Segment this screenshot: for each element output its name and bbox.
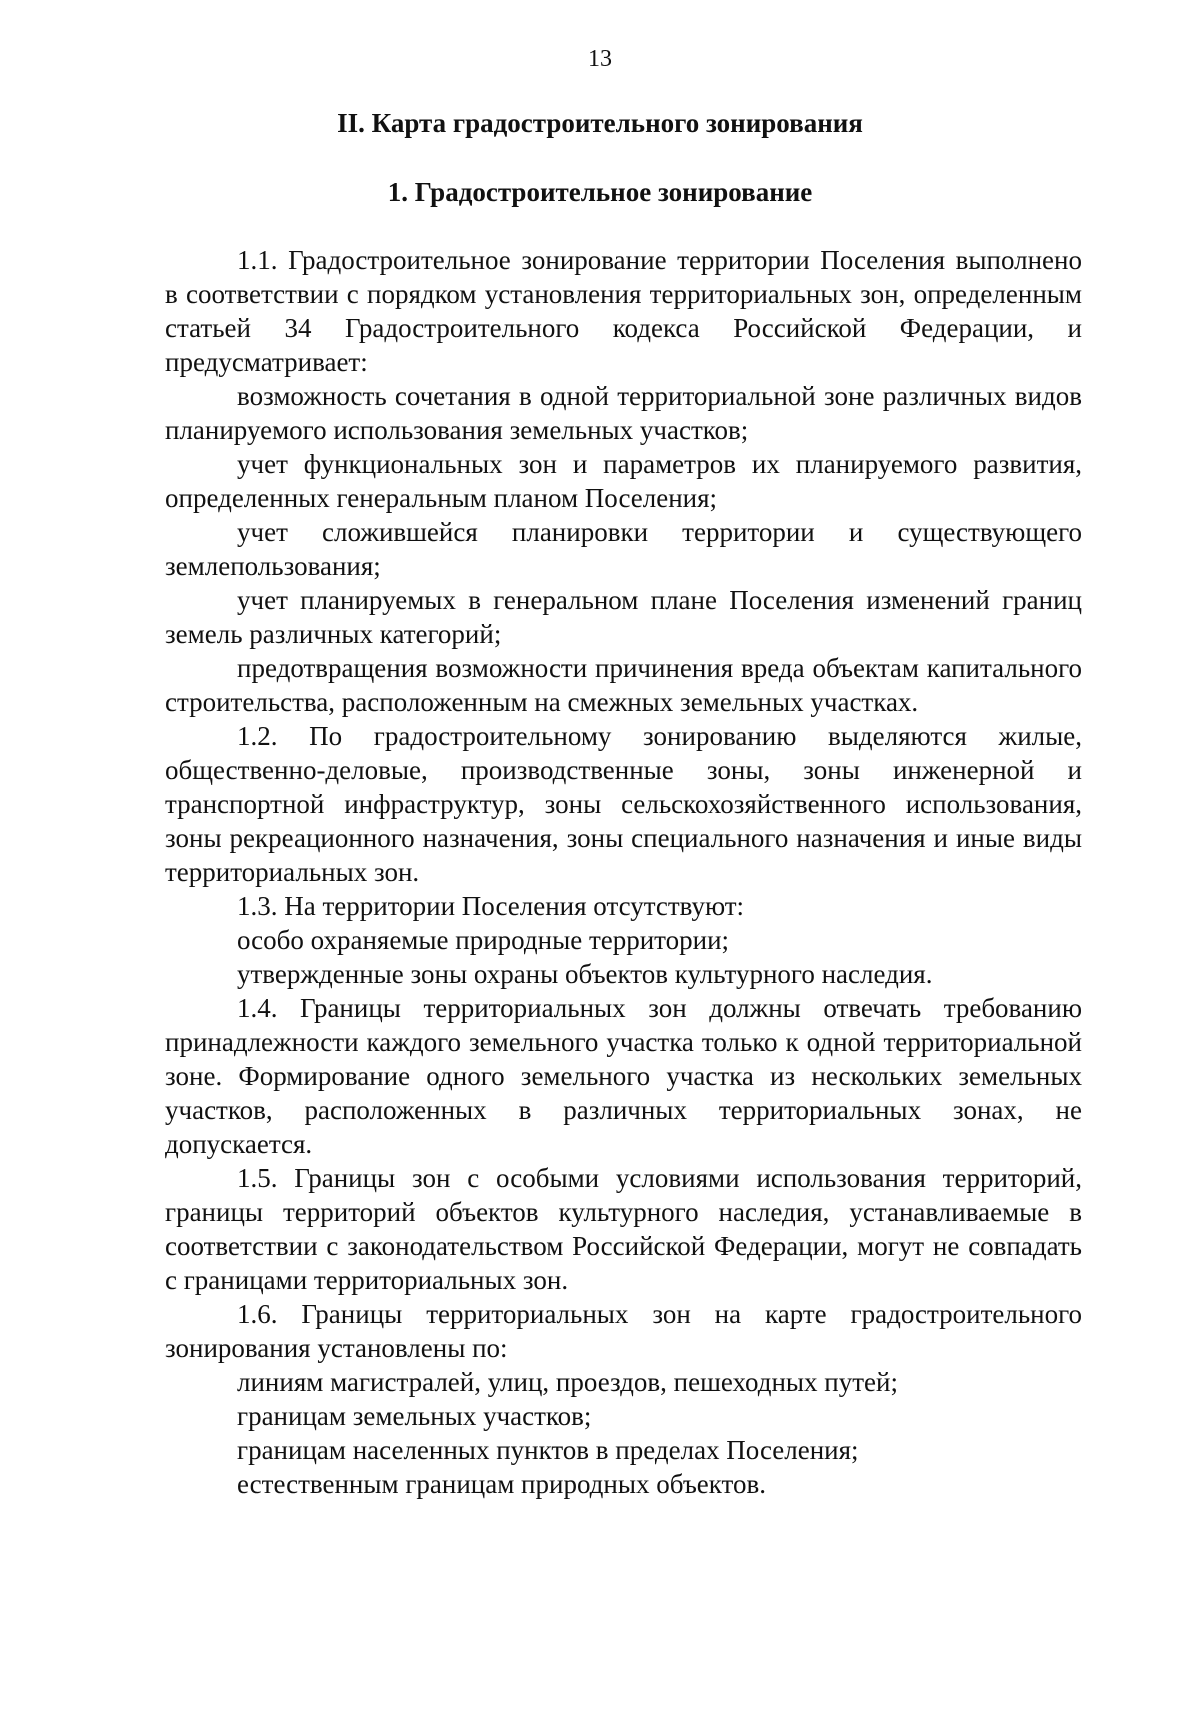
paragraph-1-3: 1.3. На территории Поселения отсутствуют: (237, 891, 745, 921)
paragraph-1-1: 1.1. Градостроительное зонирование территории Поселения выполнено в соответствии с порядком установления территориальных зон, определенным статьей 34 Градостроительного кодекса Российской Федерации, и предусматривает: (165, 245, 1082, 377)
subsection-title: 1. Градостроительное зонирование (387, 177, 813, 207)
list-item: возможность сочетания в одной территориальной зоне различных видов планируемого использования земельных участков; (165, 381, 1082, 445)
list-item: утвержденные зоны охраны объектов культурного наследия. (237, 959, 933, 989)
paragraph-1-6: 1.6. Границы территориальных зон на карте градостроительного зонирования установлены по: (165, 1299, 1082, 1363)
list-item: линиям магистралей, улиц, проездов, пешеходных путей; (237, 1367, 898, 1397)
list-item: естественным границам природных объектов. (237, 1469, 766, 1499)
section-title: II. Карта градостроительного зонирования (337, 108, 863, 138)
list-item: границам населенных пунктов в пределах Поселения; (237, 1435, 859, 1465)
list-item: учет планируемых в генеральном плане Поселения изменений границ земель различных категорий; (165, 585, 1082, 649)
list-item: учет сложившейся планировки территории и существующего землепользования; (165, 517, 1082, 581)
list-item: учет функциональных зон и параметров их планируемого развития, определенных генеральным планом Поселения; (165, 449, 1082, 513)
paragraph-1-5: 1.5. Границы зон с особыми условиями использования территорий, границы территорий объектов культурного наследия, устанавливаемые в соответствии с законодательством Российской Федерации, могут не совпадать с границами территориальных зон. (165, 1163, 1082, 1295)
body-text (165, 243, 1082, 1501)
paragraph-1-4: 1.4. Границы территориальных зон должны отвечать требованию принадлежности каждого земельного участка только к одной территориальной зоне. Формирование одного земельного участка из нескольких земельных участков, расположенных в различных территориальных зонах, не допускается. (165, 993, 1082, 1159)
list-item: особо охраняемые природные территории; (237, 925, 730, 955)
page-number: 13 (588, 46, 612, 72)
list-item: границам земельных участков; (237, 1401, 592, 1431)
paragraph-1-2: 1.2. По градостроительному зонированию выделяются жилые, общественно-деловые, производственные зоны, зоны инженерной и транспортной инфраструктур, зоны сельскохозяйственного использования, зоны рекреационного назначения, зоны специального назначения и иные виды территориальных зон. (165, 721, 1082, 887)
list-item: предотвращения возможности причинения вреда объектам капитального строительства, расположенным на смежных земельных участках. (165, 653, 1082, 717)
